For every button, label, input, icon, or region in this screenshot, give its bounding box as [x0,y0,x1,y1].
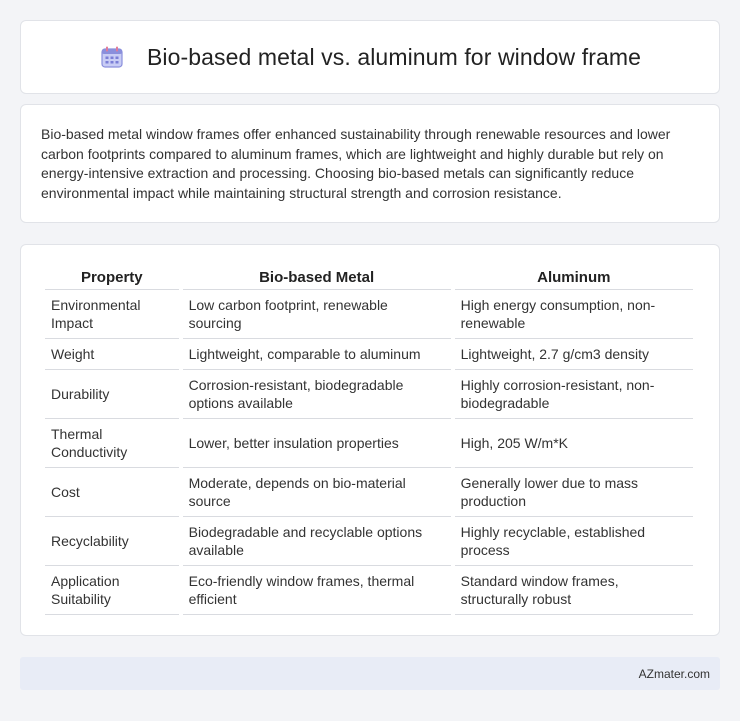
table-header-row [45,265,693,290]
table-row [45,370,693,419]
cell-aluminum: Standard window frames, structurally robust [455,566,693,615]
page-title: Bio-based metal vs. aluminum for window frame [146,43,642,70]
cell-property: Thermal Conductivity [45,419,179,468]
cell-aluminum: Highly corrosion-resistant, non-biodegradable [455,370,693,419]
footer-site-link[interactable]: AZmater.com [638,666,710,681]
cell-property: Environmental Impact [45,290,179,339]
table-row [45,339,693,370]
table-row [45,290,693,339]
cell-aluminum: High, 205 W/m*K [455,419,693,468]
cell-property: Application Suitability [45,566,179,615]
cell-bio-based-metal: Corrosion-resistant, biodegradable options available [183,370,451,419]
header-aluminum: Aluminum [455,265,693,290]
table-row [45,419,693,468]
cell-property: Durability [45,370,179,419]
header-bio-based-metal: Bio-based Metal [183,265,451,290]
comparison-card [20,244,720,636]
cell-bio-based-metal: Eco-friendly window frames, thermal efficient [183,566,451,615]
cell-bio-based-metal: Moderate, depends on bio-material source [183,468,451,517]
table-row [45,468,693,517]
cell-bio-based-metal: Lower, better insulation properties [183,419,451,468]
cell-aluminum: High energy consumption, non-renewable [455,290,693,339]
intro-card [20,104,720,223]
footer-bar [20,657,720,690]
table-row [45,566,693,615]
cell-aluminum: Highly recyclable, established process [455,517,693,566]
intro-paragraph: Bio-based metal window frames offer enhanced sustainability through renewable resources and lower carbon footprints compared to aluminum frames, which are lightweight and highly durable but rely on energy-intensive extraction and processing. Choosing bio-based metals can significantly reduce environmental impact while maintaining structural strength and corrosion resistance. [41,126,671,201]
cell-bio-based-metal: Low carbon footprint, renewable sourcing [183,290,451,339]
cell-bio-based-metal: Lightweight, comparable to aluminum [183,339,451,370]
header-property: Property [45,265,179,290]
cell-property: Weight [45,339,179,370]
cell-aluminum: Generally lower due to mass production [455,468,693,517]
title-card [20,20,720,94]
cell-property: Cost [45,468,179,517]
table-row [45,517,693,566]
cell-property: Recyclability [45,517,179,566]
comparison-table [41,265,697,615]
cell-aluminum: Lightweight, 2.7 g/cm3 density [455,339,693,370]
cell-bio-based-metal: Biodegradable and recyclable options available [183,517,451,566]
calendar-icon [99,44,125,70]
